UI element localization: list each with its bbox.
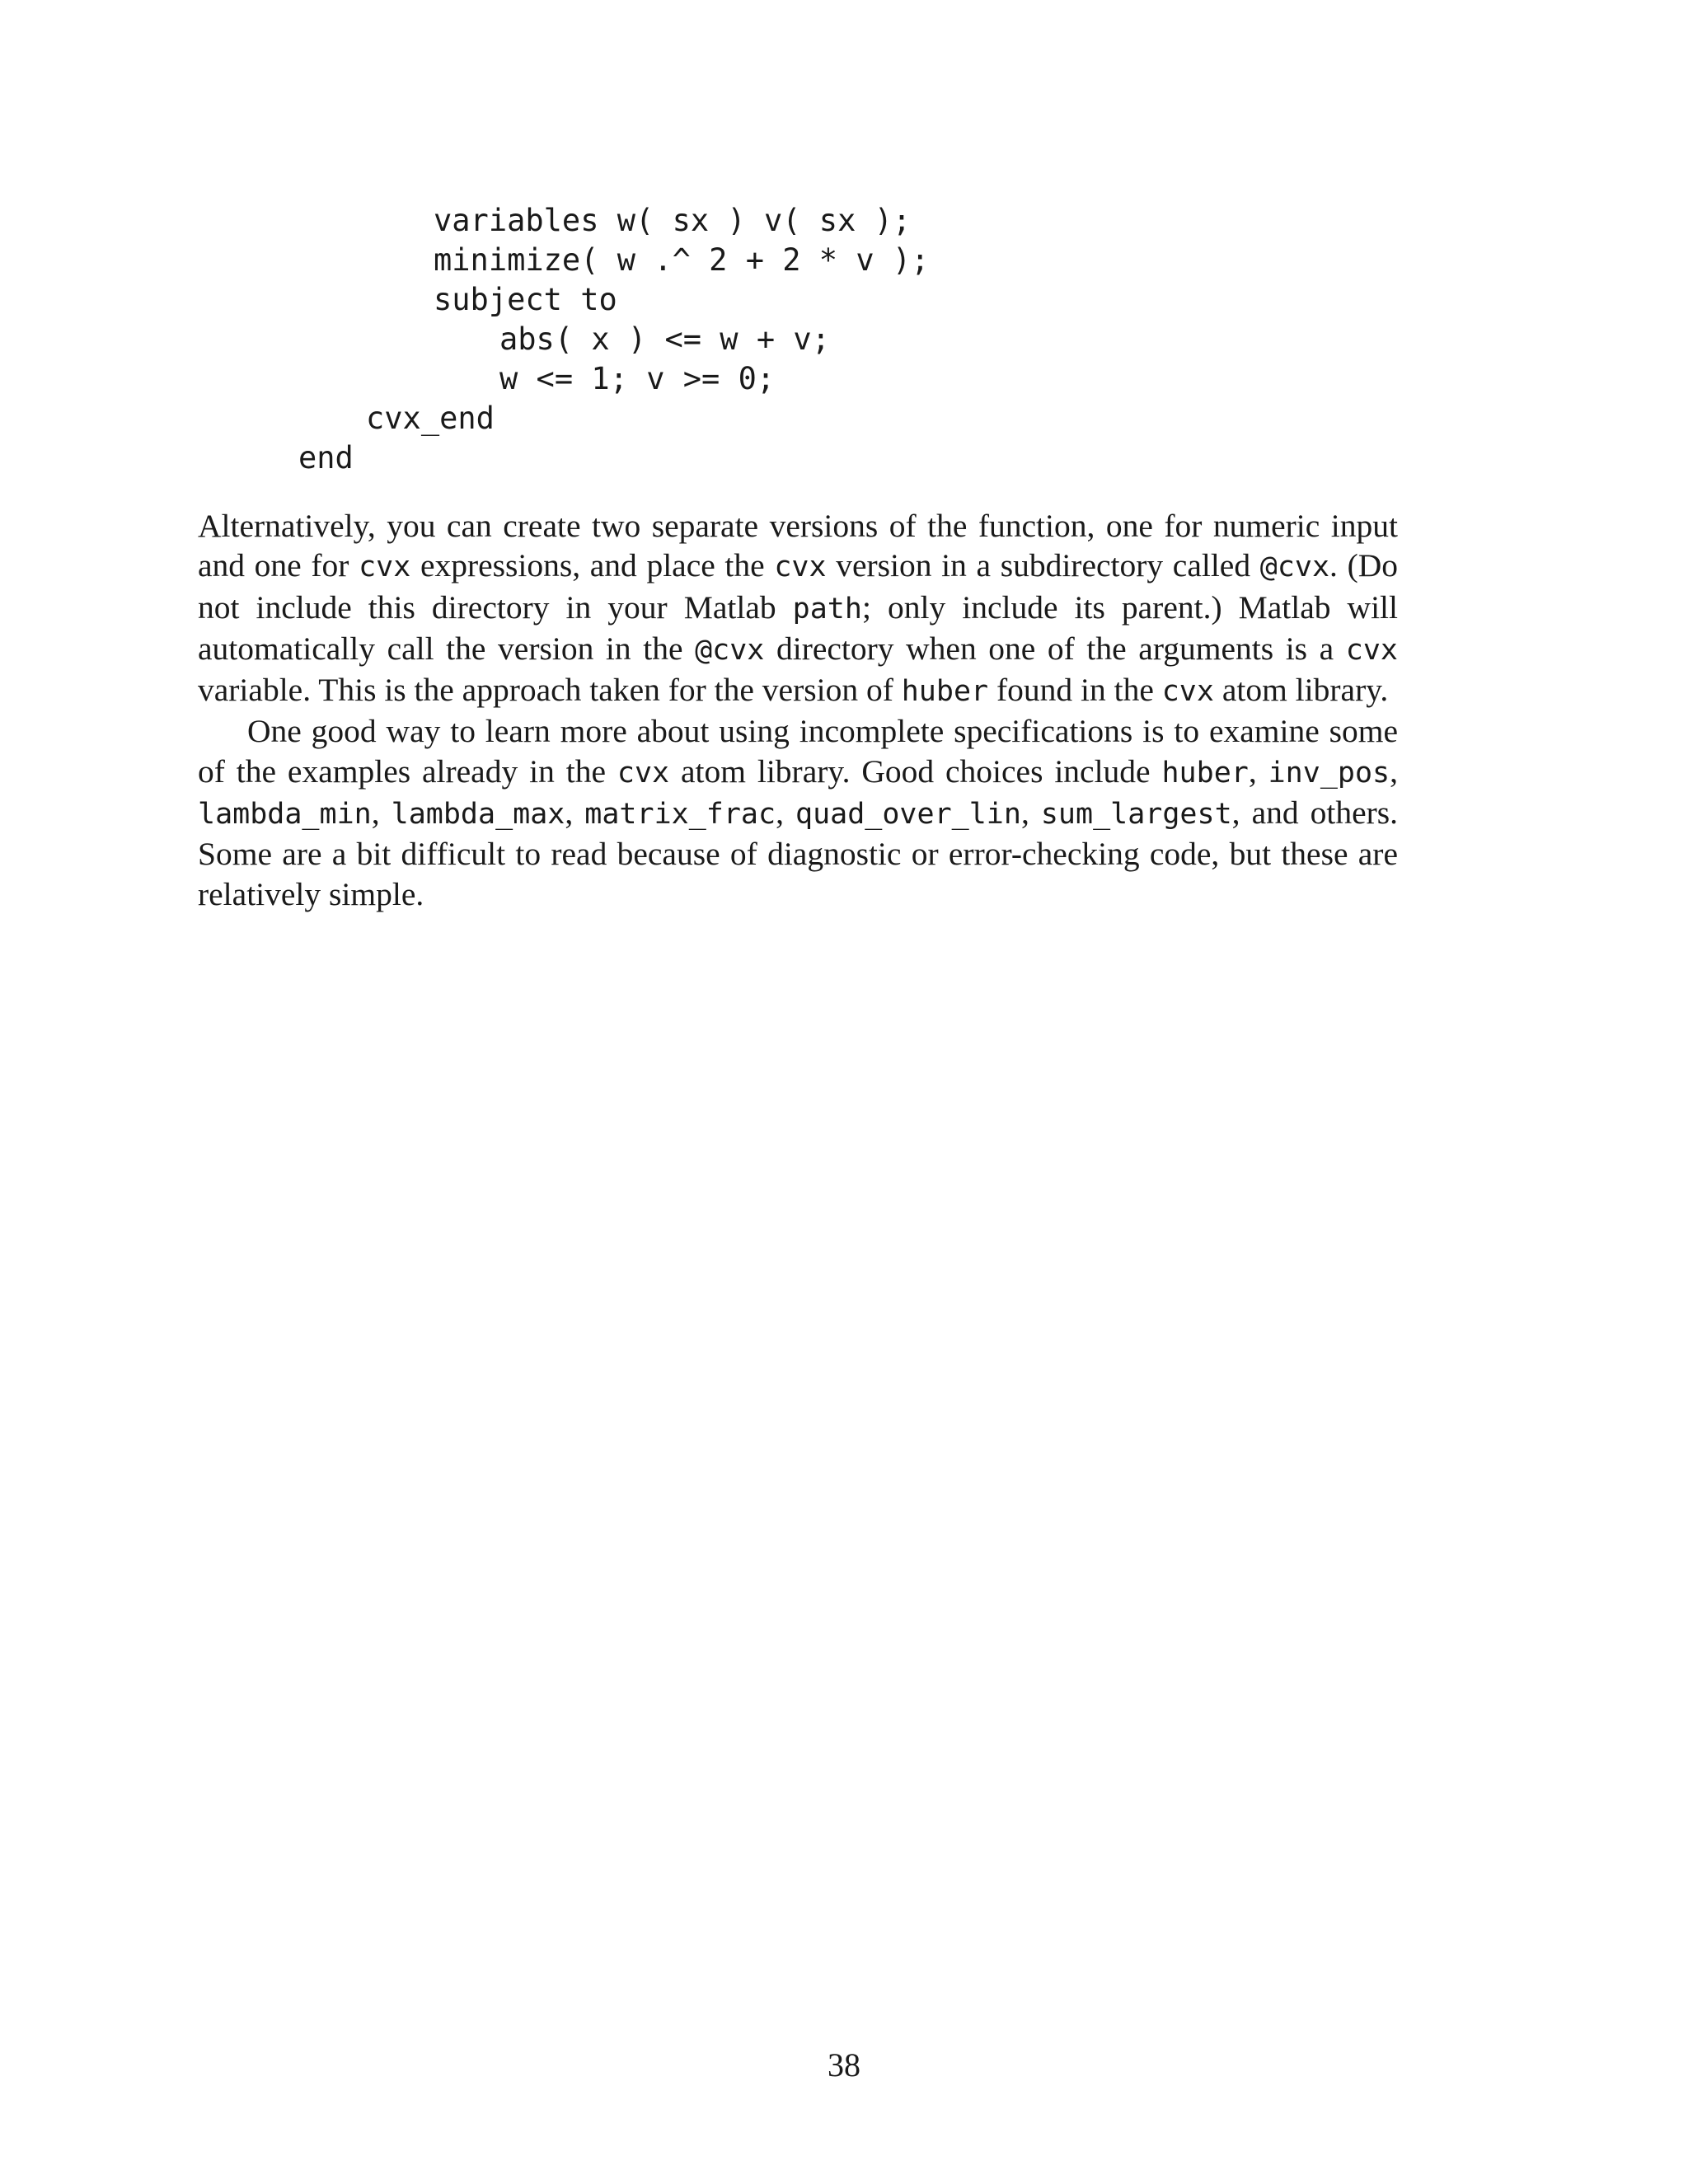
paragraph-alternative-versions — [198, 506, 1398, 711]
inline-code: cvx — [1345, 633, 1398, 667]
inline-code: @cvx — [1259, 551, 1330, 584]
text-run: . (Do not include this directory in your Matlab — [198, 547, 1399, 626]
text-run: variable. This is the approach taken for the version of — [198, 672, 902, 709]
code-line: cvx_end — [366, 401, 495, 436]
page-number: 38 — [828, 2046, 860, 2083]
code-line: minimize( w .^ 2 + 2 * v ); — [434, 242, 930, 278]
text-run: directory when one of the arguments is a — [764, 630, 1346, 667]
text-run: found in the — [988, 672, 1162, 709]
text-run: expressions, and place the — [410, 547, 775, 584]
text-run: , — [1248, 752, 1268, 790]
inline-code: huber — [901, 675, 989, 709]
inline-code: cvx — [774, 551, 827, 584]
code-line: w <= 1; v >= 0; — [499, 361, 776, 396]
text-run: version in a subdirectory called — [826, 547, 1260, 584]
code-line: abs( x ) <= w + v; — [499, 321, 830, 357]
inline-code: lambda_max — [391, 798, 565, 832]
text-run: atom library. — [1213, 672, 1389, 709]
inline-code: matrix_frac — [584, 798, 776, 832]
inline-code: quad_over_lin — [795, 798, 1021, 832]
text-run: , — [776, 794, 795, 832]
inline-code: cvx — [617, 756, 670, 790]
inline-code: path — [792, 592, 862, 626]
code-line: variables w( sx ) v( sx ); — [434, 203, 912, 238]
inline-code: huber — [1161, 756, 1249, 790]
text-run: , — [565, 794, 585, 832]
text-run: , — [371, 794, 392, 832]
text-run: Alternatively, you can create two separate versions of the function, one for numeric input and one for — [198, 508, 1398, 584]
text-run: , — [1390, 752, 1398, 790]
inline-code: inv_pos — [1268, 756, 1390, 790]
paragraph-learn-more — [198, 711, 1398, 913]
code-line: subject to — [434, 282, 617, 317]
text-run: ; only include its parent.) Matlab will automatically call the version in the — [198, 588, 1399, 667]
text-run: , — [1020, 794, 1041, 832]
text-run: , and others. Some are a bit difficult to read because of diagnostic or error-checking code, but these are relatively simple. — [198, 794, 1399, 912]
text-run: atom library. Good choices include — [669, 752, 1162, 790]
body-text — [198, 506, 1398, 914]
inline-code: cvx — [359, 551, 411, 584]
inline-code: cvx — [1161, 675, 1214, 709]
inline-code: lambda_min — [198, 798, 372, 832]
text-run: One good way to learn more about using incomplete specifications is to examine some of the examples already in the — [198, 713, 1398, 790]
code-line: end — [298, 440, 354, 476]
inline-code: sum_largest — [1040, 798, 1232, 832]
inline-code: @cvx — [695, 633, 765, 667]
